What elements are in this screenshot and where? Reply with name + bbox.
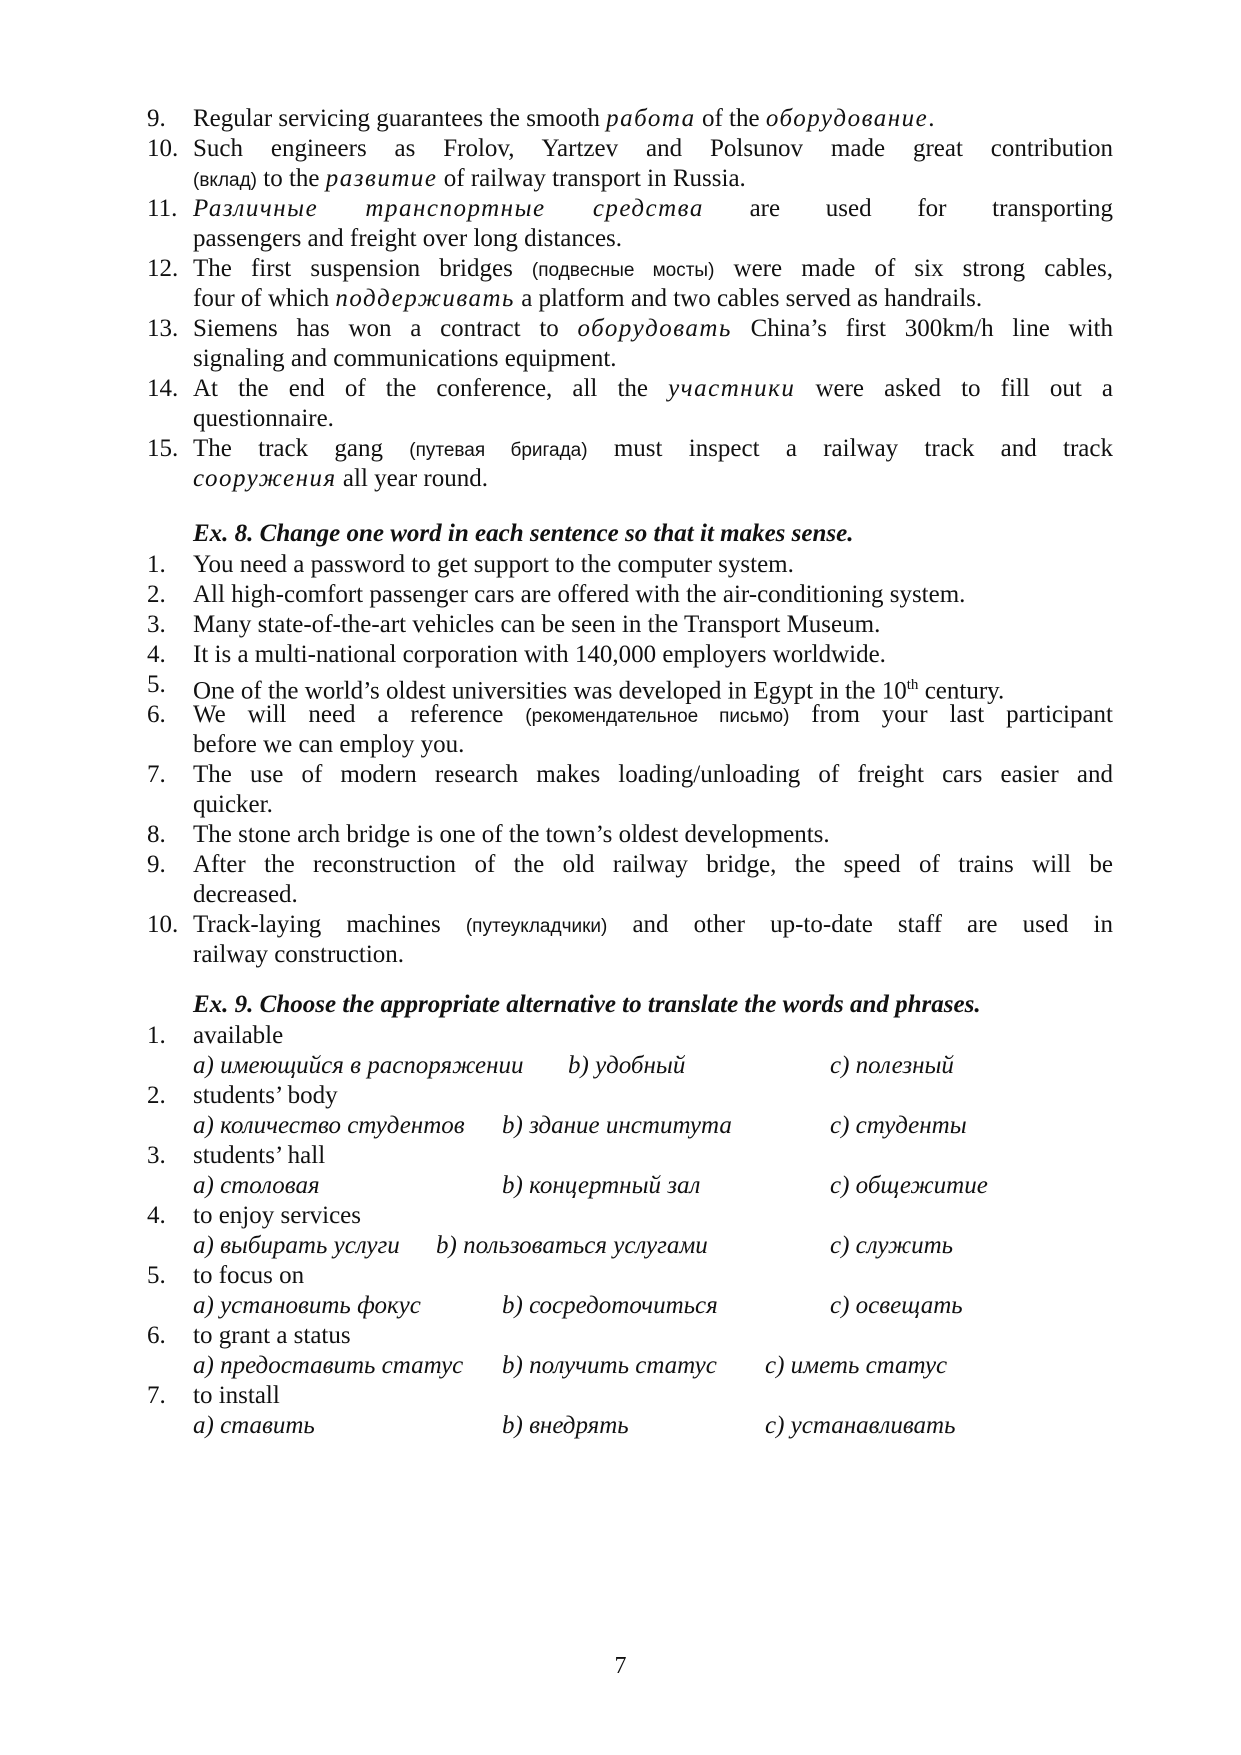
item-text: сооружения all year round. (193, 465, 489, 492)
item-number: 4. (147, 1202, 166, 1229)
translation-option: c) служить (830, 1232, 953, 1259)
gloss: (путевая бригада) (409, 440, 588, 461)
item-text: Siemens has won a contract to оборудовать China’s first 300km/h line with (193, 315, 1113, 342)
item-number: 2. (147, 1082, 166, 1109)
item-number: 1. (147, 551, 166, 578)
russian-term: поддерживать (335, 285, 515, 312)
item-text: questionnaire. (193, 405, 334, 432)
item-text: passengers and freight over long distances. (193, 225, 623, 252)
item-number: 2. (147, 581, 166, 608)
translation-option: a) имеющийся в распоряжении (193, 1052, 524, 1079)
translation-option: b) концертный зал (502, 1172, 701, 1199)
russian-term: оборудовать (577, 315, 732, 342)
translation-option: a) количество студентов (193, 1112, 465, 1139)
item-text: quicker. (193, 791, 273, 818)
translation-option: b) удобный (568, 1052, 686, 1079)
translation-option: a) предоставить статус (193, 1352, 464, 1379)
translation-option: b) пользоваться услугами (436, 1232, 708, 1259)
item-number: 9. (147, 851, 166, 878)
translation-option: c) устанавливать (765, 1412, 956, 1439)
item-number: 5. (147, 671, 166, 698)
item-text: Many state-of-the-art vehicles can be seen in the Transport Museum. (193, 611, 881, 638)
russian-term: оборудование (765, 105, 929, 132)
item-text: After the reconstruction of the old railway bridge, the speed of trains will be (193, 851, 1113, 878)
item-text: Regular servicing guarantees the smooth работа of the оборудование. (193, 105, 935, 132)
translation-option: a) выбирать услуги (193, 1232, 400, 1259)
item-number: 9. (147, 105, 166, 132)
item-number: 11. (147, 195, 178, 222)
item-text: Различные транспортные средства are used for transporting (193, 195, 1113, 222)
item-text: It is a multi-national corporation with 140,000 employers worldwide. (193, 641, 886, 668)
translation-option: a) столовая (193, 1172, 320, 1199)
item-number: 8. (147, 821, 166, 848)
item-text: (вклад) to the развитие of railway transport in Russia. (193, 165, 746, 192)
gloss: (подвесные мосты) (531, 260, 715, 281)
russian-term: сооружения (193, 465, 337, 492)
translation-option: b) здание института (502, 1112, 732, 1139)
item-text: Such engineers as Frolov, Yartzev and Polsunov made great contribution (193, 135, 1113, 162)
translation-option: c) иметь статус (765, 1352, 948, 1379)
translation-option: c) студенты (830, 1112, 967, 1139)
item-number: 6. (147, 701, 166, 728)
term: to focus on (193, 1262, 305, 1289)
exercise-8-heading: Ex. 8. Change one word in each sentence so that it makes sense. (193, 520, 854, 547)
term: to install (193, 1382, 280, 1409)
item-number: 12. (147, 255, 179, 282)
item-text: before we can employ you. (193, 731, 465, 758)
item-text: The stone arch bridge is one of the town’s oldest developments. (193, 821, 830, 848)
item-number: 10. (147, 911, 179, 938)
item-text: We will need a reference (рекомендательное письмо) from your last participant (193, 701, 1113, 728)
translation-option: a) установить фокус (193, 1292, 421, 1319)
item-text: four of which поддерживать a platform and two cables served as handrails. (193, 285, 983, 312)
russian-term: участники (668, 375, 796, 402)
gloss: (вклад) (193, 170, 258, 191)
item-number: 13. (147, 315, 179, 342)
translation-option: b) получить статус (502, 1352, 717, 1379)
translation-option: c) полезный (830, 1052, 954, 1079)
item-number: 4. (147, 641, 166, 668)
translation-option: b) внедрять (502, 1412, 629, 1439)
item-number: 7. (147, 761, 166, 788)
item-text: The first suspension bridges (подвесные мосты) were made of six strong cables, (193, 255, 1114, 282)
item-text: At the end of the conference, all the участники were asked to fill out a (193, 375, 1113, 402)
term: available (193, 1022, 284, 1049)
item-number: 7. (147, 1382, 166, 1409)
russian-term: Различные транспортные средства (193, 195, 704, 222)
item-text: One of the world’s oldest universities was developed in Egypt in the 10th century. (193, 677, 1005, 705)
russian-term: развитие (325, 165, 438, 192)
item-text: The use of modern research makes loading/unloading of freight cars easier and (193, 761, 1113, 788)
item-text: All high-comfort passenger cars are offered with the air-conditioning system. (193, 581, 966, 608)
superscript: th (906, 677, 919, 693)
translation-option: a) ставить (193, 1412, 315, 1439)
translation-option: c) освещать (830, 1292, 963, 1319)
item-number: 3. (147, 1142, 166, 1169)
item-number: 14. (147, 375, 179, 402)
item-text: Track-laying machines (путеукладчики) and other up-to-date staff are used in (193, 911, 1113, 938)
term: students’ body (193, 1082, 338, 1109)
item-text: You need a password to get support to the computer system. (193, 551, 794, 578)
term: students’ hall (193, 1142, 326, 1169)
gloss: (путеукладчики) (465, 916, 608, 937)
translation-option: c) общежитие (830, 1172, 988, 1199)
term: to grant a status (193, 1322, 351, 1349)
item-text: decreased. (193, 881, 298, 908)
item-number: 3. (147, 611, 166, 638)
term: to enjoy services (193, 1202, 362, 1229)
gloss: (рекомендательное письмо) (525, 706, 790, 727)
item-text: railway construction. (193, 941, 405, 968)
item-number: 15. (147, 435, 179, 462)
translation-option: b) сосредоточиться (502, 1292, 718, 1319)
item-number: 10. (147, 135, 179, 162)
item-number: 5. (147, 1262, 166, 1289)
page-number: 7 (614, 1653, 627, 1679)
russian-term: работа (606, 105, 696, 132)
item-number: 6. (147, 1322, 166, 1349)
item-text: signaling and communications equipment. (193, 345, 617, 372)
item-number: 1. (147, 1022, 166, 1049)
item-text: The track gang (путевая бригада) must inspect a railway track and track (193, 435, 1113, 462)
exercise-9-heading: Ex. 9. Choose the appropriate alternative to translate the words and phrases. (193, 991, 981, 1018)
